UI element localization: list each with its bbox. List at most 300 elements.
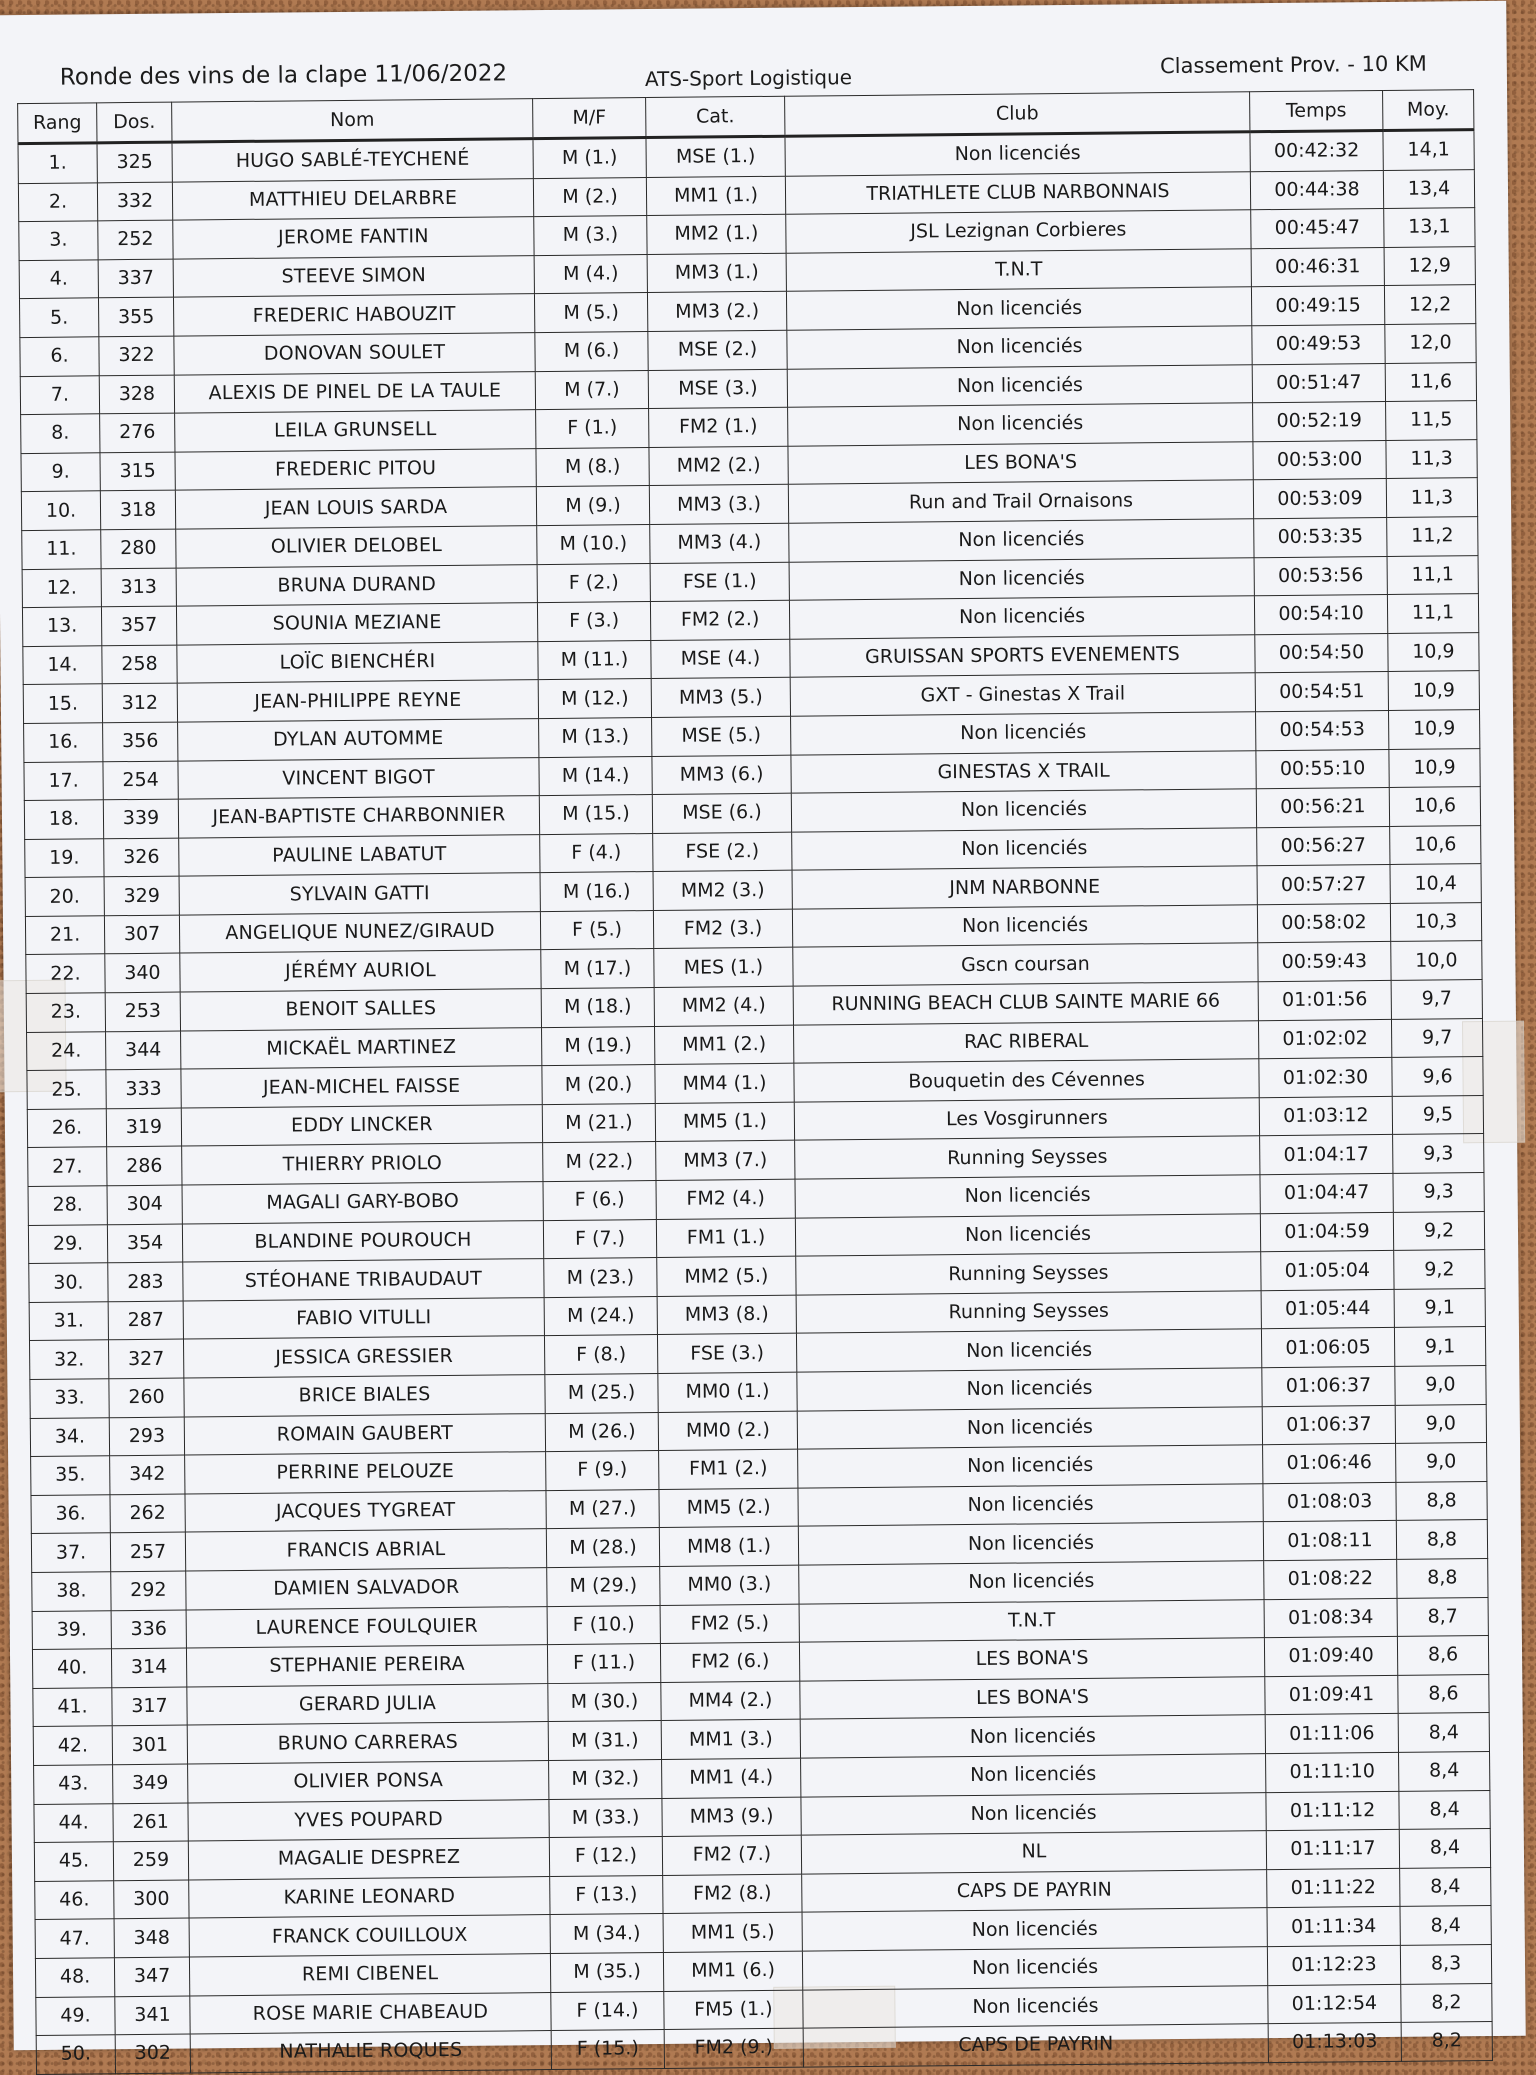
cell-club: Non licenciés [800, 1715, 1265, 1758]
results-sheet [0, 1, 1526, 2066]
cell-rang: 23. [26, 993, 105, 1032]
cell-average: 9,1 [1394, 1327, 1485, 1366]
cell-dossard: 304 [107, 1185, 182, 1224]
cell-dossard: 319 [106, 1108, 181, 1147]
cell-nom: FRANCIS ABRIAL [185, 1529, 546, 1571]
cell-average: 10,9 [1389, 709, 1480, 748]
cell-dossard: 336 [111, 1610, 186, 1649]
cell-category: FM1 (2.) [659, 1449, 798, 1489]
cell-time: 01:08:22 [1264, 1559, 1397, 1599]
cell-rang: 48. [35, 1958, 114, 1997]
cell-category: MES (1.) [654, 948, 793, 988]
cell-category: FM2 (8.) [663, 1874, 802, 1914]
cell-nom: ROMAIN GAUBERT [184, 1413, 545, 1455]
cell-category: MM3 (8.) [657, 1295, 796, 1335]
cell-time: 00:52:19 [1253, 402, 1386, 442]
cell-club: Non licenciés [788, 403, 1253, 446]
cell-rang: 17. [24, 761, 103, 800]
cell-category: MSE (1.) [646, 136, 785, 177]
cell-category: FM2 (6.) [660, 1642, 799, 1682]
cell-rang: 24. [27, 1031, 106, 1070]
cell-dossard: 332 [97, 182, 172, 221]
cell-average: 12,9 [1384, 246, 1475, 285]
cell-average: 13,1 [1384, 208, 1475, 247]
cell-dossard: 302 [115, 2034, 190, 2073]
cell-rang: 22. [26, 954, 105, 993]
cell-nom: PERRINE PELOUZE [185, 1452, 546, 1494]
cell-time: 00:42:32 [1250, 130, 1383, 171]
cell-rang: 11. [22, 530, 101, 569]
cell-category: MM3 (6.) [652, 755, 791, 795]
cell-sex: F (6.) [543, 1181, 656, 1221]
cell-time: 00:56:27 [1257, 826, 1390, 866]
cell-club: JNM NARBONNE [792, 866, 1257, 909]
cell-sex: F (3.) [537, 602, 650, 642]
cell-dossard: 315 [100, 452, 175, 491]
cell-time: 01:06:37 [1262, 1405, 1395, 1445]
cell-time: 01:04:17 [1260, 1135, 1393, 1175]
cell-average: 10,9 [1389, 748, 1480, 787]
cell-sex: M (18.) [541, 988, 654, 1028]
cell-average: 12,0 [1385, 324, 1476, 363]
cell-category: MM3 (1.) [647, 253, 786, 293]
cell-nom: FREDERIC HABOUZIT [173, 294, 534, 336]
cell-dossard: 355 [98, 297, 173, 336]
results-body [18, 130, 1492, 2075]
cell-sex: M (17.) [541, 949, 654, 989]
cell-category: MM3 (2.) [647, 292, 786, 332]
cell-club: LES BONA'S [788, 441, 1253, 484]
cell-rang: 50. [36, 2035, 115, 2074]
cell-dossard: 287 [108, 1301, 183, 1340]
cell-dossard: 276 [100, 413, 175, 452]
cell-rang: 28. [28, 1186, 107, 1225]
cell-average: 9,2 [1393, 1211, 1484, 1250]
cell-average: 8,8 [1397, 1559, 1488, 1598]
cell-rang: 8. [21, 414, 100, 453]
cell-time: 00:49:53 [1252, 324, 1385, 364]
cell-average: 9,3 [1393, 1173, 1484, 1212]
cell-club: Non licenciés [797, 1406, 1262, 1449]
cell-category: FSE (3.) [657, 1334, 796, 1374]
cell-category: MM0 (2.) [658, 1411, 797, 1451]
cell-dossard: 252 [98, 220, 173, 259]
cell-nom: FREDERIC PITOU [175, 448, 536, 490]
cell-nom: THIERRY PRIOLO [182, 1143, 543, 1185]
col-header-dossard: Dos. [97, 102, 172, 143]
cell-rang: 44. [34, 1803, 113, 1842]
cell-average: 11,3 [1386, 439, 1477, 478]
cell-rang: 40. [32, 1649, 111, 1688]
cell-nom: BRICE BIALES [184, 1375, 545, 1417]
cell-club: Non licenciés [801, 1792, 1266, 1835]
cell-average: 8,6 [1398, 1674, 1489, 1713]
cell-time: 00:54:50 [1255, 633, 1388, 673]
cell-average: 8,2 [1401, 1983, 1492, 2022]
cell-sex: F (1.) [536, 409, 649, 449]
cell-dossard: 260 [109, 1378, 184, 1417]
cell-time: 00:58:02 [1257, 903, 1390, 943]
cell-nom: MAGALI GARY-BOBO [182, 1182, 543, 1224]
cell-rang: 29. [28, 1224, 107, 1263]
cell-average: 9,7 [1391, 980, 1482, 1019]
cell-nom: JEAN-PHILIPPE REYNE [177, 680, 538, 722]
cell-club: Run and Trail Ornaisons [788, 480, 1253, 523]
cell-time: 00:53:09 [1253, 479, 1386, 519]
cell-rang: 26. [27, 1109, 106, 1148]
cell-dossard: 286 [107, 1146, 182, 1185]
cell-sex: M (23.) [544, 1258, 657, 1298]
cell-average: 8,8 [1396, 1481, 1487, 1520]
cell-category: MM4 (2.) [661, 1681, 800, 1721]
cell-dossard: 314 [111, 1648, 186, 1687]
cell-nom: MICKAËL MARTINEZ [181, 1027, 542, 1069]
cell-rang: 19. [25, 838, 104, 877]
cell-club: Non licenciés [786, 287, 1251, 330]
cell-time: 01:03:12 [1259, 1096, 1392, 1136]
cell-rang: 6. [20, 337, 99, 376]
cell-nom: JEAN LOUIS SARDA [175, 487, 536, 529]
cell-club: CAPS DE PAYRIN [803, 2024, 1268, 2067]
cell-average: 11,6 [1385, 362, 1476, 401]
cell-club: TRIATHLETE CLUB NARBONNAIS [785, 171, 1250, 214]
cell-sex: M (28.) [546, 1528, 659, 1568]
cell-rang: 38. [32, 1572, 111, 1611]
cell-sex: M (16.) [540, 872, 653, 912]
cell-nom: JESSICA GRESSIER [183, 1336, 544, 1378]
cell-sex: M (29.) [547, 1566, 660, 1606]
cell-club: T.N.T [799, 1599, 1264, 1642]
cell-rang: 1. [18, 143, 97, 183]
cell-club: GXT - Ginestas X Trail [790, 673, 1255, 716]
cell-time: 01:05:04 [1261, 1251, 1394, 1291]
cell-nom: OLIVIER DELOBEL [176, 526, 537, 568]
cell-category: MM3 (9.) [662, 1797, 801, 1837]
cell-nom: DONOVAN SOULET [174, 333, 535, 375]
cell-rang: 35. [31, 1456, 110, 1495]
cell-sex: M (12.) [538, 679, 651, 719]
cell-average: 8,4 [1399, 1829, 1490, 1868]
cell-nom: BRUNA DURAND [176, 564, 537, 606]
cell-category: MSE (3.) [648, 369, 787, 409]
cell-time: 00:55:10 [1256, 749, 1389, 789]
cell-average: 9,0 [1395, 1366, 1486, 1405]
cell-category: FM2 (2.) [650, 600, 789, 640]
cell-average: 10,0 [1391, 941, 1482, 980]
cell-dossard: 349 [113, 1764, 188, 1803]
cell-time: 01:05:44 [1261, 1289, 1394, 1329]
cell-time: 00:44:38 [1250, 170, 1383, 210]
cell-category: MM1 (4.) [662, 1758, 801, 1798]
cell-rang: 12. [22, 568, 101, 607]
cell-sex: F (12.) [549, 1837, 662, 1877]
cell-time: 01:08:11 [1263, 1521, 1396, 1561]
cell-nom: NATHALIE ROQUES [190, 2031, 551, 2073]
cell-time: 01:12:23 [1267, 1945, 1400, 1985]
cell-club: Non licenciés [801, 1754, 1266, 1797]
cell-sex: M (15.) [539, 795, 652, 835]
cell-rang: 18. [24, 800, 103, 839]
cell-average: 8,2 [1401, 2022, 1492, 2061]
cell-category: MM4 (1.) [655, 1063, 794, 1103]
cell-nom: DYLAN AUTOMME [178, 719, 539, 761]
cell-sex: F (10.) [547, 1605, 660, 1645]
cell-category: MM3 (4.) [650, 523, 789, 563]
cell-rang: 7. [20, 375, 99, 414]
cell-sex: M (5.) [534, 293, 647, 333]
cell-nom: VINCENT BIGOT [178, 757, 539, 799]
cell-category: MM3 (3.) [649, 485, 788, 525]
cell-category: MM0 (1.) [658, 1372, 797, 1412]
cell-nom: KARINE LEONARD [189, 1876, 550, 1918]
cell-category: MM2 (1.) [647, 214, 786, 254]
cell-sex: M (21.) [542, 1103, 655, 1143]
cell-sex: M (25.) [545, 1373, 658, 1413]
cell-time: 00:54:10 [1254, 595, 1387, 635]
cell-nom: JEROME FANTIN [173, 217, 534, 259]
cell-category: MM5 (1.) [655, 1102, 794, 1142]
cell-time: 01:04:59 [1260, 1212, 1393, 1252]
cell-average: 14,1 [1383, 130, 1474, 170]
cell-category: MM2 (5.) [657, 1256, 796, 1296]
cell-dossard: 283 [108, 1262, 183, 1301]
cell-rang: 21. [25, 916, 104, 955]
cell-nom: ROSE MARIE CHABEAUD [190, 1992, 551, 2034]
cell-dossard: 356 [103, 722, 178, 761]
cell-dossard: 327 [108, 1339, 183, 1378]
cell-club: Non licenciés [798, 1445, 1263, 1488]
cell-club: Les Vosgirunners [794, 1098, 1259, 1141]
cell-category: MM2 (4.) [654, 986, 793, 1026]
cell-nom: BRUNO CARRERAS [187, 1722, 548, 1764]
cell-club: Non licenciés [785, 132, 1250, 176]
cell-time: 01:11:22 [1267, 1868, 1400, 1908]
cell-category: MSE (6.) [652, 793, 791, 833]
cell-nom: MATTHIEU DELARBRE [172, 178, 533, 220]
cell-time: 01:09:41 [1265, 1675, 1398, 1715]
cell-category: MM0 (3.) [660, 1565, 799, 1605]
cell-time: 01:11:10 [1266, 1752, 1399, 1792]
cell-rang: 16. [24, 723, 103, 762]
cell-sex: F (14.) [551, 1991, 664, 2031]
cell-time: 00:53:00 [1253, 440, 1386, 480]
cell-club: Gscn coursan [793, 943, 1258, 986]
cell-time: 01:06:05 [1261, 1328, 1394, 1368]
cell-sex: M (1.) [533, 138, 646, 179]
cell-nom: LAURENCE FOULQUIER [186, 1606, 547, 1648]
cell-average: 9,2 [1394, 1250, 1485, 1289]
cell-dossard: 337 [98, 259, 173, 298]
cell-dossard: 259 [113, 1841, 188, 1880]
cell-category: MSE (5.) [652, 716, 791, 756]
cell-dossard: 293 [109, 1417, 184, 1456]
cell-time: 01:11:06 [1265, 1714, 1398, 1754]
col-header-club: Club [785, 92, 1250, 136]
cell-time: 00:59:43 [1258, 942, 1391, 982]
cell-dossard: 328 [99, 375, 174, 414]
cell-sex: M (20.) [542, 1065, 655, 1105]
cell-time: 01:13:03 [1268, 2022, 1401, 2062]
cell-rang: 49. [36, 1996, 115, 2035]
cell-club: Non licenciés [799, 1561, 1264, 1604]
cell-time: 01:11:12 [1266, 1791, 1399, 1831]
cell-category: FM2 (1.) [649, 407, 788, 447]
cell-club: JSL Lezignan Corbieres [786, 210, 1251, 253]
cell-club: RAC RIBERAL [793, 1020, 1258, 1063]
cell-nom: BLANDINE POUROUCH [182, 1220, 543, 1262]
cell-sex: M (34.) [550, 1914, 663, 1954]
cell-rang: 25. [27, 1070, 106, 1109]
cell-time: 00:54:53 [1256, 710, 1389, 750]
cell-nom: JÉRÉMY AURIOL [180, 950, 541, 992]
cell-dossard: 254 [103, 761, 178, 800]
cell-average: 8,7 [1397, 1597, 1488, 1636]
cell-average: 10,4 [1390, 864, 1481, 903]
cell-club: Non licenciés [789, 596, 1254, 639]
cell-dossard: 317 [112, 1687, 187, 1726]
cell-sex: M (3.) [534, 216, 647, 256]
cell-sex: M (35.) [550, 1952, 663, 1992]
cell-time: 01:02:02 [1258, 1019, 1391, 1059]
cell-rang: 15. [23, 684, 102, 723]
cell-time: 01:11:34 [1267, 1907, 1400, 1947]
cell-club: RUNNING BEACH CLUB SAINTE MARIE 66 [793, 982, 1258, 1025]
cell-dossard: 348 [114, 1918, 189, 1957]
cell-category: MSE (2.) [648, 330, 787, 370]
cell-sex: M (13.) [539, 717, 652, 757]
col-header-category: Cat. [646, 96, 785, 137]
cell-sex: F (7.) [543, 1219, 656, 1259]
cell-nom: REMI CIBENEL [189, 1953, 550, 1995]
cell-club: Non licenciés [792, 905, 1257, 948]
cell-sex: F (8.) [544, 1335, 657, 1375]
col-header-nom: Nom [172, 99, 533, 142]
cell-dossard: 300 [114, 1880, 189, 1919]
cell-rang: 43. [34, 1765, 113, 1804]
cell-category: MM2 (3.) [653, 870, 792, 910]
cell-rang: 3. [19, 221, 98, 260]
cell-average: 11,3 [1386, 478, 1477, 517]
cell-time: 01:04:47 [1260, 1173, 1393, 1213]
cell-category: MM5 (2.) [659, 1488, 798, 1528]
cell-club: Non licenciés [791, 712, 1256, 755]
cell-nom: LOÏC BIENCHÉRI [177, 641, 538, 683]
cell-time: 01:06:46 [1263, 1444, 1396, 1484]
cell-dossard: 301 [112, 1725, 187, 1764]
cell-dossard: 347 [114, 1957, 189, 1996]
cell-dossard: 261 [113, 1803, 188, 1842]
cell-sex: M (14.) [539, 756, 652, 796]
cell-dossard: 318 [100, 490, 175, 529]
cell-rang: 41. [33, 1688, 112, 1727]
cell-rang: 46. [35, 1880, 114, 1919]
cell-average: 10,3 [1390, 902, 1481, 941]
cell-nom: FRANCK COUILLOUX [189, 1915, 550, 1957]
cell-average: 8,6 [1397, 1636, 1488, 1675]
cell-nom: STÉOHANE TRIBAUDAUT [183, 1259, 544, 1301]
cell-category: FM2 (5.) [660, 1604, 799, 1644]
cell-average: 11,5 [1386, 401, 1477, 440]
cell-nom: DAMIEN SALVADOR [186, 1568, 547, 1610]
cell-average: 8,3 [1400, 1944, 1491, 1983]
cell-rang: 39. [32, 1610, 111, 1649]
cell-sex: M (7.) [535, 370, 648, 410]
cell-nom: YVES POUPARD [188, 1799, 549, 1841]
cell-sex: M (2.) [533, 177, 646, 217]
cell-nom: LEILA GRUNSELL [175, 410, 536, 452]
cell-club: LES BONA'S [799, 1638, 1264, 1681]
cell-rang: 36. [31, 1495, 110, 1534]
cell-dossard: 329 [104, 876, 179, 915]
cell-sex: M (27.) [546, 1489, 659, 1529]
cell-category: MM2 (2.) [649, 446, 788, 486]
cell-time: 00:56:21 [1256, 788, 1389, 828]
cell-club: Non licenciés [795, 1175, 1260, 1218]
cell-rang: 42. [33, 1726, 112, 1765]
cell-nom: JACQUES TYGREAT [185, 1490, 546, 1532]
cell-dossard: 326 [104, 838, 179, 877]
cell-average: 8,4 [1399, 1751, 1490, 1790]
cell-time: 00:51:47 [1252, 363, 1385, 403]
cell-nom: JEAN-MICHEL FAISSE [181, 1066, 542, 1108]
cell-dossard: 354 [107, 1224, 182, 1263]
cell-rang: 47. [35, 1919, 114, 1958]
cell-nom: ANGELIQUE NUNEZ/GIRAUD [179, 911, 540, 953]
cell-sex: M (26.) [545, 1412, 658, 1452]
cell-club: Non licenciés [789, 519, 1254, 562]
cell-rang: 32. [29, 1340, 108, 1379]
cell-rang: 9. [21, 453, 100, 492]
classification-label: Classement Prov. - 10 KM [1159, 51, 1427, 79]
cell-rang: 14. [23, 646, 102, 685]
cell-average: 10,9 [1388, 671, 1479, 710]
cell-average: 9,0 [1395, 1404, 1486, 1443]
cell-club: Non licenciés [789, 557, 1254, 600]
cell-rang: 37. [31, 1533, 110, 1572]
cell-sex: M (22.) [543, 1142, 656, 1182]
cell-sex: M (11.) [538, 640, 651, 680]
cell-nom: JEAN-BAPTISTE CHARBONNIER [178, 796, 539, 838]
cell-rang: 20. [25, 877, 104, 916]
cell-time: 00:46:31 [1251, 247, 1384, 287]
cell-rang: 34. [30, 1417, 109, 1456]
col-header-sex: M/F [533, 98, 646, 139]
cell-club: Non licenciés [795, 1213, 1260, 1256]
cell-nom: GERARD JULIA [187, 1683, 548, 1725]
cell-club: Running Seysses [795, 1136, 1260, 1179]
cell-time: 01:08:34 [1264, 1598, 1397, 1638]
cell-nom: ALEXIS DE PINEL DE LA TAULE [174, 371, 535, 413]
cell-time: 01:12:54 [1268, 1984, 1401, 2024]
cell-dossard: 312 [102, 683, 177, 722]
cell-category: FSE (1.) [650, 562, 789, 602]
cell-sex: M (4.) [534, 254, 647, 294]
cell-rang: 10. [21, 491, 100, 530]
cell-average: 13,4 [1383, 169, 1474, 208]
cell-nom: MAGALIE DESPREZ [188, 1838, 549, 1880]
cell-dossard: 339 [103, 799, 178, 838]
cell-category: FM2 (9.) [664, 2028, 803, 2068]
cell-rang: 31. [29, 1302, 108, 1341]
cell-average: 8,4 [1400, 1906, 1491, 1945]
cell-nom: FABIO VITULLI [183, 1297, 544, 1339]
cell-dossard: 280 [101, 529, 176, 568]
cell-rang: 4. [19, 260, 98, 299]
cell-rang: 2. [18, 182, 97, 221]
cell-dossard: 325 [97, 142, 172, 182]
cell-club: Running Seysses [796, 1252, 1261, 1295]
cell-time: 00:54:51 [1255, 672, 1388, 712]
